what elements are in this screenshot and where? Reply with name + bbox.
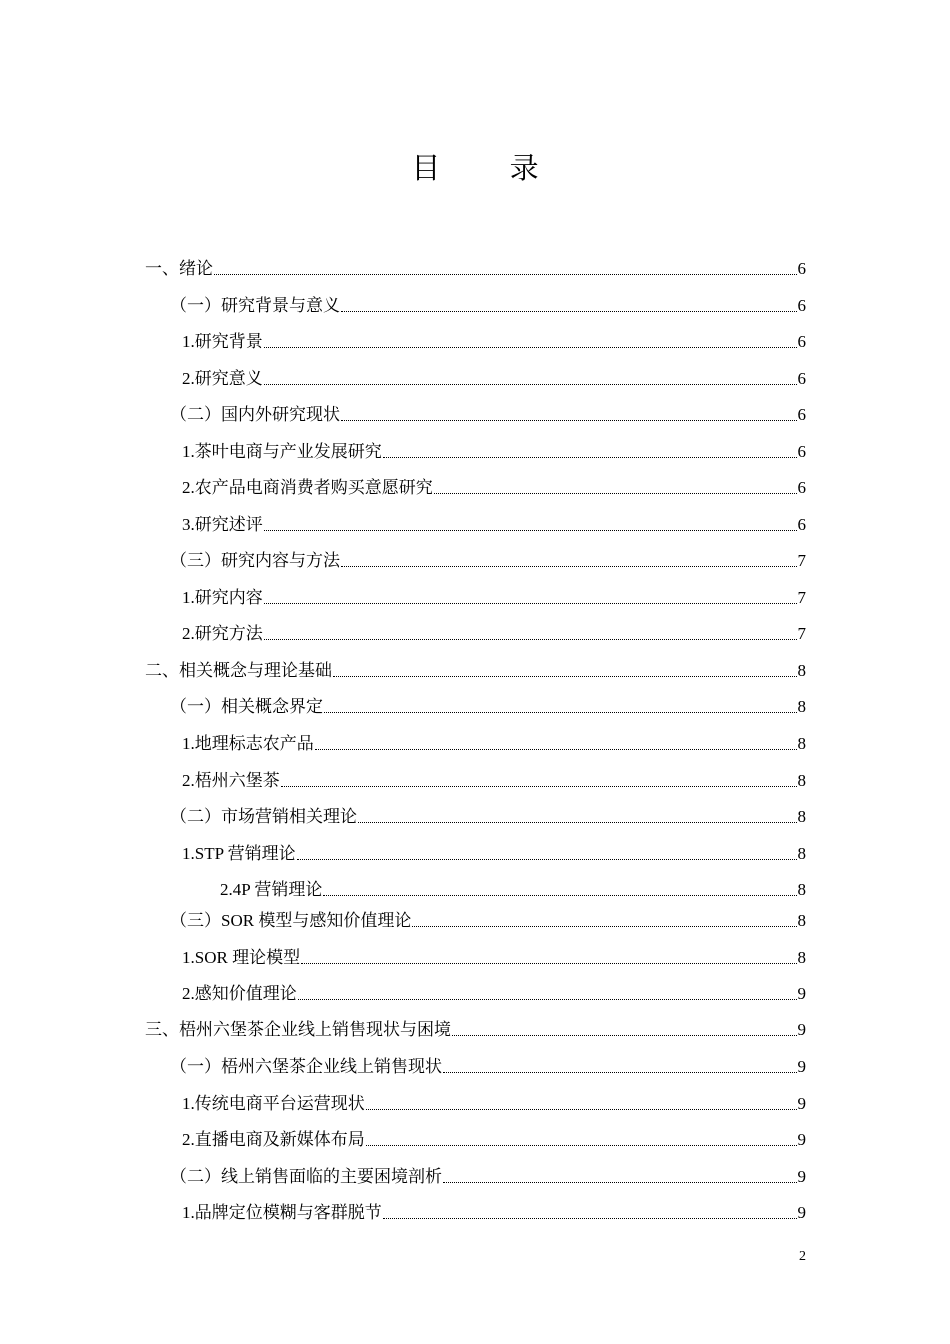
toc-entry-label: （一）相关概念界定 — [170, 697, 323, 716]
toc-entry-page: 9 — [797, 1020, 806, 1039]
dot-leader — [264, 638, 797, 640]
toc-entry[interactable] — [145, 251, 806, 279]
toc-entry[interactable] — [182, 940, 806, 968]
toc-entry-label: 2.4P 营销理论 — [220, 880, 323, 899]
toc-entry[interactable] — [170, 288, 806, 316]
toc-entry[interactable] — [170, 397, 806, 425]
toc-entry-label: 1.品牌定位模糊与客群脱节 — [182, 1203, 382, 1222]
toc-entry-page: 9 — [797, 1203, 806, 1222]
toc-entry[interactable] — [182, 726, 806, 754]
toc-entry-label: 1.地理标志农产品 — [182, 734, 314, 753]
toc-entry-page: 7 — [797, 588, 806, 607]
dot-leader — [383, 1217, 797, 1219]
dot-leader — [341, 310, 797, 312]
dot-leader — [434, 492, 797, 494]
toc-entry-page: 8 — [797, 697, 806, 716]
toc-entry-label: 1.STP 营销理论 — [182, 844, 296, 863]
toc-entry[interactable] — [182, 616, 806, 644]
dot-leader — [333, 675, 797, 677]
toc-entry-label: 2.研究意义 — [182, 369, 263, 388]
toc-entry[interactable] — [220, 872, 806, 900]
dot-leader — [297, 858, 797, 860]
toc-entry-label: 1.传统电商平台运营现状 — [182, 1094, 365, 1113]
dot-leader — [264, 602, 797, 604]
toc-entry[interactable] — [182, 324, 806, 352]
toc-entry[interactable] — [170, 689, 806, 717]
dot-leader — [323, 894, 796, 896]
toc-entry[interactable] — [170, 1049, 806, 1077]
toc-entry-label: 2.梧州六堡茶 — [182, 771, 280, 790]
toc-entry-label: 二、相关概念与理论基础 — [145, 661, 332, 680]
toc-entry-page: 7 — [797, 551, 806, 570]
toc-entry-page: 6 — [797, 442, 806, 461]
dot-leader — [341, 565, 797, 567]
dot-leader — [443, 1181, 797, 1183]
toc-entry[interactable] — [182, 1122, 806, 1150]
toc-entry-label: 三、梧州六堡茶企业线上销售现状与困境 — [145, 1020, 451, 1039]
toc-entry[interactable] — [182, 1086, 806, 1114]
toc-entry-page: 8 — [797, 880, 806, 899]
toc-entry-page: 6 — [797, 332, 806, 351]
dot-leader — [366, 1108, 797, 1110]
dot-leader — [443, 1071, 797, 1073]
toc-entry-page: 6 — [797, 296, 806, 315]
toc-entry-label: 3.研究述评 — [182, 515, 263, 534]
toc-entry-page: 6 — [797, 369, 806, 388]
toc-entry[interactable] — [182, 976, 806, 1004]
toc-entry[interactable] — [170, 799, 806, 827]
toc-entry-label: （二）线上销售面临的主要困境剖析 — [170, 1167, 442, 1186]
dot-leader — [214, 273, 797, 275]
toc-entry-label: 1.茶叶电商与产业发展研究 — [182, 442, 382, 461]
toc-entry-page: 7 — [797, 624, 806, 643]
toc-entry-label: 2.研究方法 — [182, 624, 263, 643]
toc-entry-label: 2.直播电商及新媒体布局 — [182, 1130, 365, 1149]
dot-leader — [264, 383, 797, 385]
toc-entry[interactable] — [182, 507, 806, 535]
toc-entry-label: （一）研究背景与意义 — [170, 296, 340, 315]
toc-entry-page: 8 — [797, 771, 806, 790]
toc-entry-page: 6 — [797, 259, 806, 278]
dot-leader — [264, 346, 797, 348]
toc-entry-page: 8 — [797, 734, 806, 753]
toc-entry-label: 2.感知价值理论 — [182, 984, 297, 1003]
toc-entry-page: 9 — [797, 1130, 806, 1149]
dot-leader — [383, 456, 797, 458]
toc-entry-label: （二）市场营销相关理论 — [170, 807, 357, 826]
toc-entry[interactable] — [182, 434, 806, 462]
toc-entry-label: （三）研究内容与方法 — [170, 551, 340, 570]
toc-entry-page: 8 — [797, 807, 806, 826]
toc-entry-page: 8 — [797, 911, 806, 930]
toc-entry-page: 8 — [797, 844, 806, 863]
dot-leader — [341, 419, 797, 421]
dot-leader — [298, 998, 797, 1000]
toc-entry[interactable] — [182, 580, 806, 608]
toc-entry-label: 1.研究背景 — [182, 332, 263, 351]
dot-leader — [315, 748, 797, 750]
toc-entry-page: 6 — [797, 478, 806, 497]
toc-entry[interactable] — [182, 470, 806, 498]
toc-entry[interactable] — [170, 1159, 806, 1187]
toc-entry[interactable] — [182, 836, 806, 864]
toc-entry-page: 9 — [797, 1094, 806, 1113]
toc-entry-page: 9 — [797, 984, 806, 1003]
toc-entry-label: （三）SOR 模型与感知价值理论 — [170, 911, 412, 930]
toc-entry-label: 1.SOR 理论模型 — [182, 948, 301, 967]
dot-leader — [412, 925, 796, 927]
toc-entry-label: （一）梧州六堡茶企业线上销售现状 — [170, 1057, 442, 1076]
toc-title: 目 录 — [411, 151, 569, 185]
toc-entry-label: 1.研究内容 — [182, 588, 263, 607]
dot-leader — [281, 785, 797, 787]
toc-entry[interactable] — [145, 1012, 806, 1040]
toc-entry-page: 6 — [797, 515, 806, 534]
toc-entry-page: 8 — [797, 661, 806, 680]
dot-leader — [358, 821, 797, 823]
toc-entry[interactable] — [182, 763, 806, 791]
dot-leader — [301, 962, 796, 964]
page-number: 2 — [799, 1249, 806, 1264]
toc-entry[interactable] — [145, 653, 806, 681]
dot-leader — [264, 529, 797, 531]
toc-entry-page: 8 — [797, 948, 806, 967]
dot-leader — [452, 1034, 797, 1036]
toc-entry-label: 2.农产品电商消费者购买意愿研究 — [182, 478, 433, 497]
dot-leader — [324, 711, 797, 713]
toc-entry-page: 9 — [797, 1167, 806, 1186]
dot-leader — [366, 1144, 797, 1146]
toc-entry[interactable] — [182, 1195, 806, 1223]
toc-entry[interactable] — [182, 361, 806, 389]
toc-entry-page: 9 — [797, 1057, 806, 1076]
toc-entry-label: （二）国内外研究现状 — [170, 405, 340, 424]
toc-entry[interactable] — [170, 903, 806, 931]
toc-entry-label: 一、绪论 — [145, 259, 213, 278]
toc-entry[interactable] — [170, 543, 806, 571]
toc-entry-page: 6 — [797, 405, 806, 424]
